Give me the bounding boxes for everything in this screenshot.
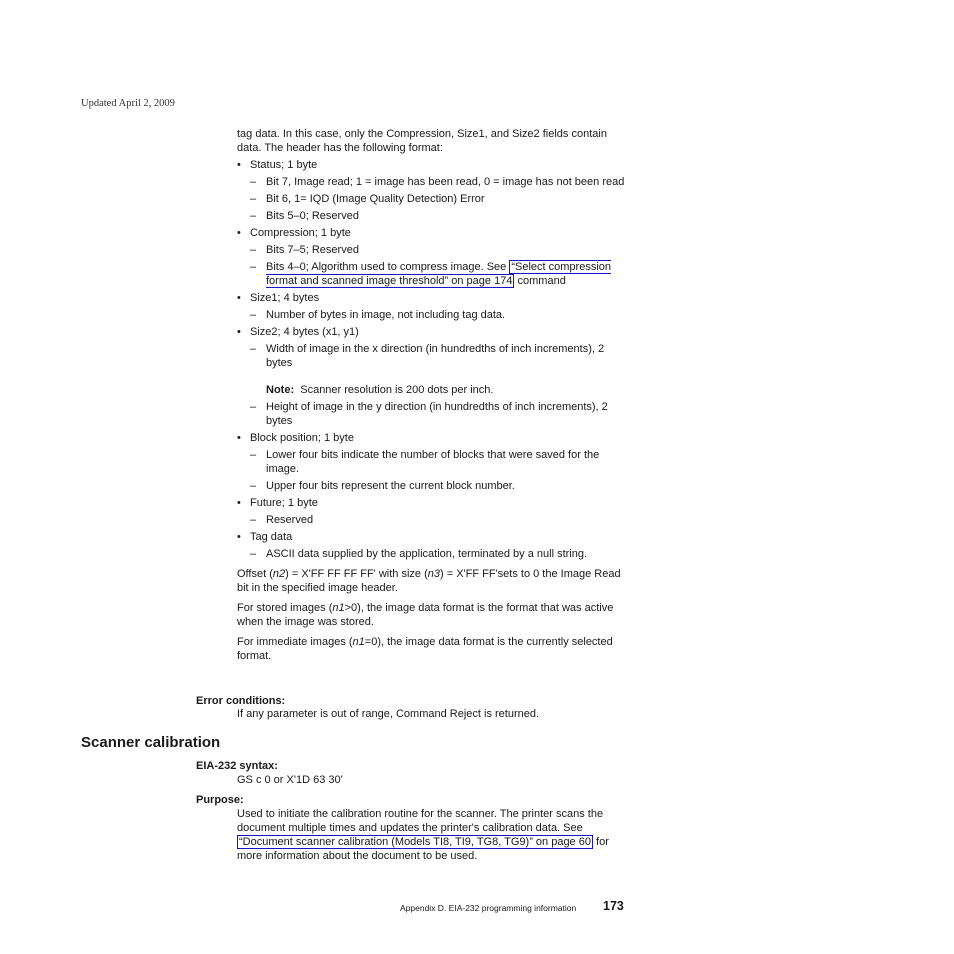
immediate-images-paragraph: For immediate images (n1=0), the image data format is the currently selected format. [237, 636, 613, 662]
sub-list-item [250, 547, 627, 561]
sub-list [250, 243, 627, 288]
sub-list-item [250, 342, 627, 397]
offset-paragraph: Offset (n2) = X'FF FF FF FF' with size (n3) = X'FF FF'sets to 0 the Image Read bit in the specified image header. [237, 568, 621, 594]
sub-item-text: Bit 6, 1= IQD (Image Quality Detection) Error [266, 193, 485, 205]
field-label: Compression; 1 byte [250, 227, 351, 239]
sub-list-item [250, 209, 627, 223]
sub-item-text: Bits 4–0; Algorithm used to compress image. See [266, 261, 510, 273]
updated-date: Updated April 2, 2009 [81, 98, 175, 109]
sub-list-item [250, 243, 627, 257]
dash-icon: – [250, 176, 257, 188]
sub-item-text: Upper four bits represent the current block number. [266, 480, 515, 492]
page-number: 173 [603, 899, 624, 913]
footer-text: Appendix D. EIA-232 programming information [400, 903, 577, 913]
list-item [237, 530, 627, 561]
note-label: Note: [266, 384, 295, 396]
sub-item-text: Number of bytes in image, not including tag data. [266, 309, 506, 321]
list-item [237, 325, 627, 428]
field-label: Size1; 4 bytes [250, 292, 320, 304]
sub-item-text: Reserved [266, 514, 314, 526]
bullet-icon: • [237, 497, 241, 509]
sub-item-text: Bits 7–5; Reserved [266, 244, 359, 256]
dash-icon: – [250, 514, 257, 526]
sub-list-item [250, 308, 627, 322]
sub-item-text: Height of image in the y direction (in hundredths of inch increments), 2 bytes [266, 401, 608, 427]
field-label: Status; 1 byte [250, 159, 318, 171]
intro-paragraph: tag data. In this case, only the Compression, Size1, and Size2 fields contain data. The header has the following format: [237, 128, 607, 154]
sub-list [250, 308, 627, 322]
dash-icon: – [250, 193, 257, 205]
field-label: Block position; 1 byte [250, 432, 354, 444]
bullet-icon: • [237, 326, 241, 338]
sub-list [250, 175, 627, 223]
list-item [237, 431, 627, 493]
error-conditions-text: If any parameter is out of range, Command Reject is returned. [237, 708, 540, 720]
note-text: Scanner resolution is 200 dots per inch. [300, 384, 494, 396]
bullet-icon: • [237, 292, 241, 304]
bullet-icon: • [237, 531, 241, 543]
field-label: Tag data [250, 531, 293, 543]
list-item [237, 291, 627, 322]
dash-icon: – [250, 548, 257, 560]
dash-icon: – [250, 261, 257, 273]
sub-list [250, 513, 627, 527]
dash-icon: – [250, 449, 257, 461]
field-label: Future; 1 byte [250, 497, 318, 509]
stored-images-paragraph: For stored images (n1>0), the image data format is the format that was active when the image was stored. [237, 602, 614, 628]
dash-icon: – [250, 401, 257, 413]
sub-item-text: Bit 7, Image read; 1 = image has been read, 0 = image has not been read [266, 176, 625, 188]
list-item [237, 496, 627, 527]
sub-list-item [250, 192, 627, 206]
error-conditions-label: Error conditions: [196, 695, 286, 707]
bullet-icon: • [237, 432, 241, 444]
dash-icon: – [250, 210, 257, 222]
sub-list [250, 547, 627, 561]
list-item [237, 158, 627, 223]
purpose-text: Used to initiate the calibration routine for the scanner. The printer scans the document multiple times and updates the printer's calibration data. See “Document scanner calibration (Models TI8, TI9, TG8, TG9)” on page 60 for more information about the document to be used. [237, 808, 609, 862]
syntax-text: GS c 0 or X'1D 63 30' [237, 774, 343, 786]
sub-item-text: ASCII data supplied by the application, terminated by a null string. [266, 548, 588, 560]
field-label: Size2; 4 bytes (x1, y1) [250, 326, 359, 338]
sub-list-item [250, 400, 627, 428]
sub-list-item [250, 479, 627, 493]
sub-list [250, 342, 627, 428]
dash-icon: – [250, 480, 257, 492]
dash-icon: – [250, 343, 257, 355]
sub-list-item [250, 513, 627, 527]
sub-list [250, 448, 627, 493]
section-title: Scanner calibration [81, 734, 221, 751]
header-format-list [237, 158, 627, 561]
sub-list-item [250, 175, 627, 189]
note [266, 383, 627, 397]
purpose-label: Purpose: [196, 794, 244, 806]
main-content [237, 127, 627, 663]
sub-item-text: Bits 5–0; Reserved [266, 210, 359, 222]
sub-item-text: Width of image in the x direction (in hundredths of inch increments), 2 bytes [266, 343, 605, 369]
sub-list-item [250, 448, 627, 476]
bullet-icon: • [237, 227, 241, 239]
sub-item-text: command [514, 275, 566, 287]
sub-list-item [250, 260, 627, 288]
list-item [237, 226, 627, 288]
dash-icon: – [250, 244, 257, 256]
compression-format-link[interactable]: “Select compression format and scanned image threshold” on page 174 [266, 261, 611, 287]
sub-item-text: Lower four bits indicate the number of blocks that were saved for the image. [266, 449, 600, 475]
document-scanner-calibration-link[interactable]: “Document scanner calibration (Models TI8, TI9, TG8, TG9)” on page 60 [239, 836, 591, 848]
syntax-label: EIA-232 syntax: [196, 760, 278, 772]
bullet-icon: • [237, 159, 241, 171]
dash-icon: – [250, 309, 257, 321]
